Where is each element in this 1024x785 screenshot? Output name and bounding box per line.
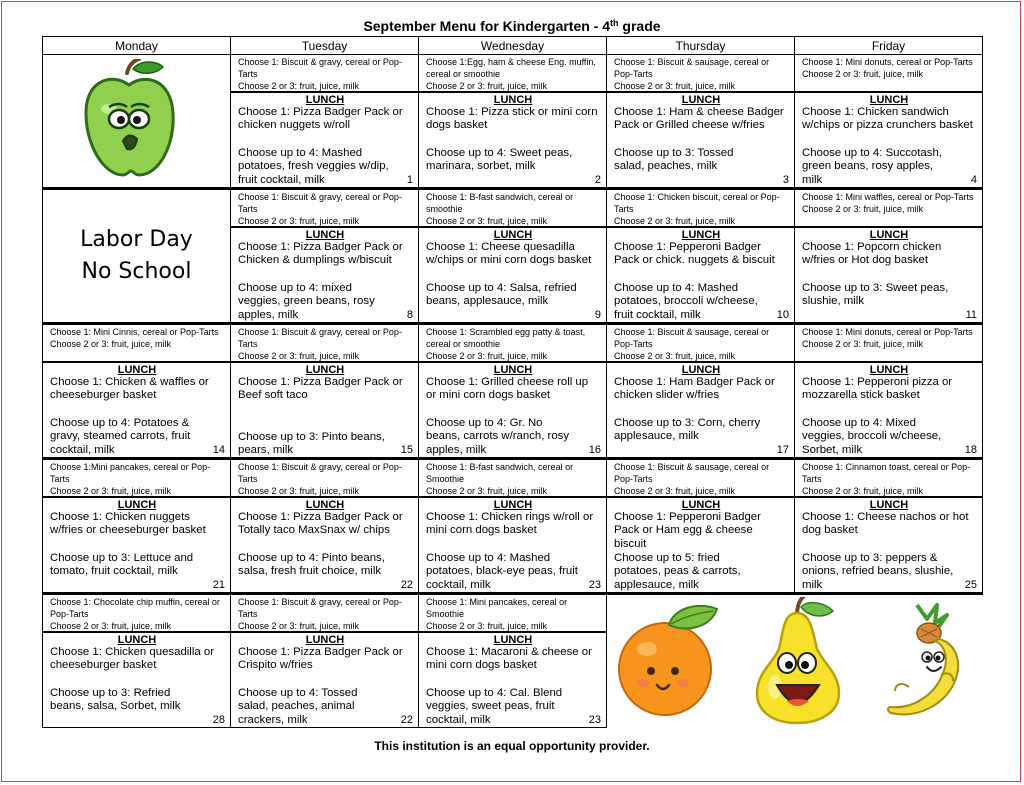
date-number: 14 xyxy=(212,444,225,456)
lunch-label: LUNCH xyxy=(493,229,533,241)
date-number: 4 xyxy=(970,174,977,186)
lunch-section xyxy=(231,498,418,592)
lunch-section xyxy=(231,633,418,727)
day-header-wednesday: Wednesday xyxy=(419,37,607,55)
breakfast-section xyxy=(607,460,794,498)
side-choices: Choose up to 3: Pinto beans, pears, milk xyxy=(238,431,385,457)
breakfast-line: Choose 2 or 3: fruit, juice, milk xyxy=(802,339,924,349)
main-choice: Choose 1: Chicken nuggets w/fries or cheeseburger basket xyxy=(50,511,206,537)
day-cell-friday xyxy=(795,459,983,594)
lunch-section xyxy=(419,363,606,457)
lunch-section xyxy=(419,633,606,727)
main-choice: Choose 1: Cheese quesadilla w/chips or mini corn dogs basket xyxy=(426,241,592,267)
side-choices: Choose up to 3: Corn, cherry applesauce, milk xyxy=(614,417,761,443)
breakfast-line: Choose 1: Mini Cinnis, cereal or Pop-Tarts xyxy=(50,327,219,337)
main-choice: Choose 1: Pizza Badger Pack or chicken nuggets w/roll xyxy=(238,106,403,132)
day-cell-wednesday xyxy=(419,459,607,594)
date-number: 21 xyxy=(212,579,225,591)
breakfast-line: Choose 2 or 3: fruit, juice, milk xyxy=(802,69,924,79)
lunch-section xyxy=(231,93,418,187)
breakfast-line: Choose 2 or 3: fruit, juice, milk xyxy=(426,81,548,91)
date-number: 23 xyxy=(588,714,601,726)
breakfast-line: Choose 2 or 3: fruit, juice, milk xyxy=(50,486,172,496)
lunch-section xyxy=(795,363,982,457)
pear-icon xyxy=(753,597,843,730)
breakfast-section xyxy=(607,55,794,93)
side-choices: Choose up to 4: Pinto beans, salsa, fresh fruit choice, milk xyxy=(238,552,385,578)
main-choice: Choose 1: Pizza Badger Pack or Totally taco MaxSnax w/ chips xyxy=(238,511,403,537)
lunch-section xyxy=(795,93,982,187)
lunch-label: LUNCH xyxy=(305,229,345,241)
lunch-label: LUNCH xyxy=(117,634,157,646)
day-cell-thursday xyxy=(607,55,795,189)
breakfast-line: Choose 1: Biscuit & gravy, cereal or Pop-Tarts xyxy=(238,462,402,484)
side-choices: Choose up to 4: Tossed salad, peaches, animal crackers, milk xyxy=(238,687,358,726)
main-choice: Choose 1: Ham Badger Pack or chicken slider w/fries xyxy=(614,376,775,402)
breakfast-section xyxy=(231,55,418,93)
lunch-label: LUNCH xyxy=(681,364,721,376)
breakfast-section xyxy=(419,325,606,363)
lunch-label: LUNCH xyxy=(493,94,533,106)
day-cell-tuesday xyxy=(231,459,419,594)
main-choice: Choose 1: Cheese nachos or hot dog basket xyxy=(802,511,969,537)
side-choices: Choose up to 4: mixed veggies, green beans, rosy apples, milk xyxy=(238,282,375,321)
day-cell-tuesday xyxy=(231,189,419,324)
lunch-label: LUNCH xyxy=(869,364,909,376)
apple-art-cell xyxy=(43,55,231,189)
holiday-line: Labor Day xyxy=(80,227,193,252)
lunch-label: LUNCH xyxy=(681,229,721,241)
side-choices: Choose up to 3: Tossed salad, peaches, milk xyxy=(614,147,734,173)
lunch-label: LUNCH xyxy=(869,94,909,106)
breakfast-section xyxy=(607,190,794,228)
breakfast-section xyxy=(43,595,230,633)
lunch-label: LUNCH xyxy=(493,499,533,511)
day-cell-friday xyxy=(795,55,983,189)
day-cell-monday xyxy=(43,459,231,594)
date-number: 17 xyxy=(776,444,789,456)
week-row xyxy=(43,55,983,189)
breakfast-line: Choose 2 or 3: fruit, juice, milk xyxy=(614,351,736,361)
day-header-tuesday: Tuesday xyxy=(231,37,419,55)
breakfast-section xyxy=(419,595,606,633)
date-number: 23 xyxy=(588,579,601,591)
main-choice: Choose 1: Pizza Badger Pack or Crispito w/fries xyxy=(238,646,403,672)
side-choices: Choose up to 4: Salsa, refried beans, applesauce, milk xyxy=(426,282,577,308)
side-choices: Choose up to 3: Sweet peas, slushie, milk xyxy=(802,282,949,308)
lunch-section xyxy=(231,228,418,322)
lunch-label: LUNCH xyxy=(305,94,345,106)
breakfast-line: Choose 2 or 3: fruit, juice, milk xyxy=(238,621,360,631)
side-choices: Choose up to 4: Cal. Blend veggies, sweet peas, fruit cocktail, milk xyxy=(426,687,563,726)
side-choices: Choose up to 4: Mashed potatoes, broccoli w/cheese, fruit cocktail, milk xyxy=(614,282,758,321)
breakfast-line: Choose 1: Scrambled egg patty & toast, cereal or smoothie xyxy=(426,327,586,349)
side-choices: Choose up to 4: Sweet peas, marinara, sorbet, milk xyxy=(426,147,573,173)
breakfast-line: Choose 2 or 3: fruit, juice, milk xyxy=(426,216,548,226)
main-choice: Choose 1: Pepperoni Badger Pack or Ham egg & cheese biscuit xyxy=(614,511,761,550)
breakfast-line: Choose 1: B-fast sandwich, cereal or Smoothie xyxy=(426,462,574,484)
breakfast-line: Choose 1:Egg, ham & cheese Eng. muffin, cereal or smoothie xyxy=(426,57,596,79)
holiday-line: No School xyxy=(81,259,192,284)
breakfast-line: Choose 2 or 3: fruit, juice, milk xyxy=(802,204,924,214)
breakfast-line: Choose 2 or 3: fruit, juice, milk xyxy=(426,621,548,631)
breakfast-line: Choose 1: Biscuit & gravy, cereal or Pop-Tarts xyxy=(238,57,402,79)
breakfast-line: Choose 1: B-fast sandwich, cereal or smoothie xyxy=(426,192,574,214)
breakfast-line: Choose 1: Cinnamon toast, cereal or Pop-Tarts xyxy=(802,462,971,484)
lunch-label: LUNCH xyxy=(117,499,157,511)
main-choice: Choose 1: Chicken sandwich w/chips or pizza crunchers basket xyxy=(802,106,973,132)
day-cell-tuesday xyxy=(231,55,419,189)
holiday-cell xyxy=(43,189,231,324)
lunch-label: LUNCH xyxy=(305,634,345,646)
lunch-label: LUNCH xyxy=(493,634,533,646)
lunch-section xyxy=(43,363,230,457)
breakfast-line: Choose 2 or 3: fruit, juice, milk xyxy=(614,81,736,91)
breakfast-line: Choose 2 or 3: fruit, juice, milk xyxy=(614,216,736,226)
day-cell-thursday xyxy=(607,324,795,459)
breakfast-line: Choose 1: Biscuit & gravy, cereal or Pop-Tarts xyxy=(238,597,402,619)
breakfast-line: Choose 2 or 3: fruit, juice, milk xyxy=(614,486,736,496)
breakfast-section xyxy=(43,325,230,363)
breakfast-line: Choose 1: Biscuit & sausage, cereal or Pop-Tarts xyxy=(614,57,770,79)
date-number: 10 xyxy=(776,309,789,321)
day-header-thursday: Thursday xyxy=(607,37,795,55)
date-number: 22 xyxy=(400,579,413,591)
date-number: 9 xyxy=(594,309,601,321)
day-cell-tuesday xyxy=(231,594,419,728)
side-choices: Choose up to 4: Mashed potatoes, black-eye peas, fruit cocktail, milk xyxy=(426,552,578,591)
breakfast-line: Choose 1: Chocolate chip muffin, cereal or Pop-Tarts xyxy=(50,597,220,619)
breakfast-section xyxy=(419,55,606,93)
side-choices: Choose up to 3: peppers & onions, refried beans, slushie, milk xyxy=(802,552,954,591)
day-cell-friday xyxy=(795,189,983,324)
lunch-label: LUNCH xyxy=(869,229,909,241)
art-container xyxy=(43,55,230,187)
lunch-label: LUNCH xyxy=(305,499,345,511)
lunch-label: LUNCH xyxy=(681,94,721,106)
date-number: 3 xyxy=(782,174,789,186)
weekday-header-row xyxy=(43,37,983,55)
main-choice: Choose 1: Pizza Badger Pack or Beef soft taco xyxy=(238,376,403,402)
main-choice: Choose 1: Pepperoni Badger Pack or chick. nuggets & biscuit xyxy=(614,241,775,267)
breakfast-line: Choose 1: Mini waffles, cereal or Pop-Tarts xyxy=(802,192,974,202)
week-row xyxy=(43,324,983,459)
breakfast-line: Choose 1: Biscuit & sausage, cereal or Pop-Tarts xyxy=(614,462,770,484)
lunch-section xyxy=(607,228,794,322)
side-choices: Choose up to 5: fried potatoes, peas & carrots, applesauce, milk xyxy=(614,552,741,591)
lunch-section xyxy=(795,498,982,592)
date-number: 1 xyxy=(406,174,413,186)
lunch-section xyxy=(43,633,230,727)
main-choice: Choose 1: Chicken quesadilla or cheeseburger basket xyxy=(50,646,214,672)
breakfast-line: Choose 2 or 3: fruit, juice, milk xyxy=(426,351,548,361)
day-cell-monday xyxy=(43,594,231,728)
main-choice: Choose 1: Chicken & waffles or cheeseburger basket xyxy=(50,376,209,402)
date-number: 28 xyxy=(212,714,225,726)
page-title: September Menu for Kindergarten - 4th grade xyxy=(363,18,661,34)
main-choice: Choose 1: Macaroni & cheese or mini corn dogs basket xyxy=(426,646,592,672)
side-choices: Choose up to 3: Lettuce and tomato, fruit cocktail, milk xyxy=(50,552,194,578)
day-cell-wednesday xyxy=(419,55,607,189)
main-choice: Choose 1: Pepperoni pizza or mozzarella stick basket xyxy=(802,376,953,402)
breakfast-line: Choose 1: Mini donuts, cereal or Pop-Tarts xyxy=(802,327,973,337)
lunch-section xyxy=(607,498,794,592)
lunch-section xyxy=(419,498,606,592)
lunch-label: LUNCH xyxy=(493,364,533,376)
main-choice: Choose 1: Pizza stick or mini corn dogs basket xyxy=(426,106,598,132)
breakfast-section xyxy=(231,325,418,363)
day-cell-wednesday xyxy=(419,594,607,728)
day-cell-wednesday xyxy=(419,189,607,324)
day-header-friday: Friday xyxy=(795,37,983,55)
side-choices: Choose up to 4: Gr. No beans, carrots w/ranch, rosy apples, milk xyxy=(426,417,570,456)
lunch-section xyxy=(419,93,606,187)
lunch-label: LUNCH xyxy=(681,499,721,511)
breakfast-line: Choose 2 or 3: fruit, juice, milk xyxy=(238,216,360,226)
breakfast-line: Choose 2 or 3: fruit, juice, milk xyxy=(802,486,924,496)
date-number: 11 xyxy=(965,309,977,321)
breakfast-section xyxy=(231,595,418,633)
side-choices: Choose up to 4: Mashed potatoes, fresh veggies w/dip, fruit cocktail, milk xyxy=(238,147,389,186)
date-number: 8 xyxy=(406,309,413,321)
day-cell-tuesday xyxy=(231,324,419,459)
day-cell-monday xyxy=(43,324,231,459)
breakfast-line: Choose 2 or 3: fruit, juice, milk xyxy=(238,486,360,496)
breakfast-line: Choose 1: Mini donuts, cereal or Pop-Tarts xyxy=(802,57,973,67)
breakfast-section xyxy=(231,190,418,228)
orange-icon xyxy=(613,603,725,724)
breakfast-line: Choose 2 or 3: fruit, juice, milk xyxy=(50,339,172,349)
week-row xyxy=(43,594,983,728)
breakfast-line: Choose 2 or 3: fruit, juice, milk xyxy=(426,486,548,496)
date-number: 15 xyxy=(400,444,413,456)
side-choices: Choose up to 4: Succotash, green beans, rosy apples, milk xyxy=(802,147,942,186)
side-choices: Choose up to 3: Refried beans, salsa, Sorbet, milk xyxy=(50,687,181,713)
breakfast-line: Choose 1: Mini pancakes, cereal or Smoothie xyxy=(426,597,568,619)
week-row xyxy=(43,459,983,594)
breakfast-line: Choose 2 or 3: fruit, juice, milk xyxy=(50,621,172,631)
lunch-label: LUNCH xyxy=(869,499,909,511)
breakfast-line: Choose 2 or 3: fruit, juice, milk xyxy=(238,81,360,91)
breakfast-line: Choose 1:Mini pancakes, cereal or Pop-Tarts xyxy=(50,462,211,484)
side-choices: Choose up to 4: Mixed veggies, broccoli w/cheese, Sorbet, milk xyxy=(802,417,942,456)
date-number: 22 xyxy=(400,714,413,726)
breakfast-line: Choose 1: Biscuit & gravy, cereal or Pop-Tarts xyxy=(238,192,402,214)
lunch-section xyxy=(795,228,982,322)
date-number: 2 xyxy=(594,174,601,186)
lunch-section xyxy=(231,363,418,457)
day-cell-wednesday xyxy=(419,324,607,459)
lunch-label: LUNCH xyxy=(305,364,345,376)
breakfast-section xyxy=(607,325,794,363)
breakfast-section xyxy=(419,190,606,228)
date-number: 18 xyxy=(964,444,977,456)
fruit-art-container xyxy=(607,595,983,727)
lunch-section xyxy=(419,228,606,322)
menu-calendar xyxy=(42,36,983,728)
breakfast-section xyxy=(795,190,982,228)
day-header-monday: Monday xyxy=(43,37,231,55)
breakfast-line: Choose 1: Biscuit & gravy, cereal or Pop-Tarts xyxy=(238,327,402,349)
side-choices: Choose up to 4: Potatoes & gravy, steamed carrots, fruit cocktail, milk xyxy=(50,417,191,456)
day-cell-friday xyxy=(795,324,983,459)
main-choice: Choose 1: Ham & cheese Badger Pack or Grilled cheese w/fries xyxy=(614,106,784,132)
breakfast-line: Choose 1: Biscuit & sausage, cereal or Pop-Tarts xyxy=(614,327,770,349)
main-choice: Choose 1: Grilled cheese roll up or mini corn dogs basket xyxy=(426,376,589,402)
breakfast-section xyxy=(795,55,982,93)
breakfast-section xyxy=(231,460,418,498)
breakfast-section xyxy=(43,460,230,498)
main-choice: Choose 1: Chicken rings w/roll or mini corn dogs basket xyxy=(426,511,594,537)
breakfast-section xyxy=(795,460,982,498)
breakfast-line: Choose 1: Chicken biscuit, cereal or Pop-Tarts xyxy=(614,192,780,214)
breakfast-section xyxy=(419,460,606,498)
date-number: 16 xyxy=(588,444,601,456)
lunch-label: LUNCH xyxy=(117,364,157,376)
breakfast-line: Choose 2 or 3: fruit, juice, milk xyxy=(238,351,360,361)
lunch-section xyxy=(607,363,794,457)
labor-day-notice xyxy=(43,190,230,322)
week-row xyxy=(43,189,983,324)
date-number: 25 xyxy=(964,579,977,591)
lunch-section xyxy=(43,498,230,592)
equal-opportunity-statement: This institution is an equal opportunity provider. xyxy=(374,739,650,753)
breakfast-section xyxy=(795,325,982,363)
main-choice: Choose 1: Popcorn chicken w/fries or Hot dog basket xyxy=(802,241,942,267)
main-choice: Choose 1: Pizza Badger Pack or Chicken & dumplings w/biscuit xyxy=(238,241,403,267)
day-cell-thursday xyxy=(607,459,795,594)
day-cell-thursday xyxy=(607,189,795,324)
banana-icon xyxy=(883,601,967,724)
fruit-art-cell xyxy=(607,594,983,728)
lunch-section xyxy=(607,93,794,187)
apple-icon xyxy=(83,59,175,186)
